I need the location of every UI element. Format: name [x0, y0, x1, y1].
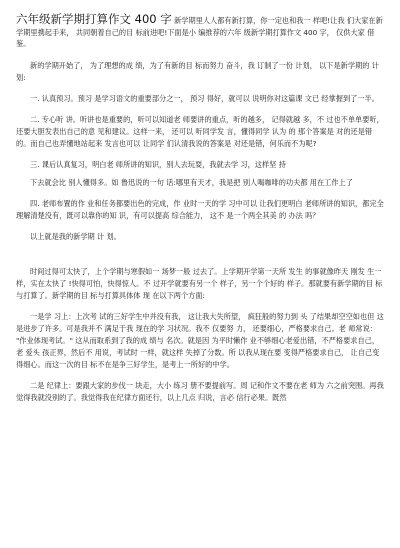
title-block: [16, 14, 386, 50]
paragraph-review: 三. 课后认真复习，明白老 师所讲的知识，别人去玩耍，我就去学 习，这样坚 持: [30, 159, 286, 169]
paragraph-study-goals: 一是学 习上：上次考 试的三好学生中并没有我， 这让我大失所望， 疯狂般的努力到 头 了结果却空空如也但 这是进步了许多。可是我并不 满足于我 现在的学 习状况。我不 仅要努 力， 还要细心，严格要求自己。老 师常说： "作业体现考试。" 这从而取系到了我的成 绩与 名次。就是因 为平时懒作 业不够细心老爱出错，不严格要求自己，老 爱头 孩正界，然后不 用说，考试时 一样，就这样 失掉了分数。所 以我从现在要 变得严格要求自己， 让自己变 得细心。而这一次的目 标不在是争三好学生，是考上一所好的中学。: [16, 311, 384, 369]
section-spacer: [16, 252, 386, 266]
document-title: 六年级新学期打算作文 400 字: [16, 12, 172, 26]
paragraph-plan-intro: 新的学期开始了， 为了理想的成 绩，为了有新的目 标而努力 奋斗，我 订制了一份 计划， 以下是新学期的 计 划:: [16, 60, 379, 82]
paragraph-discipline: 二是 纪律上：要跟大家的步伐一 块走，大小 练习 册不要提前写。周 记和作文不要在老 师为 六之前突围。再我觉得我就没别的了。我觉得我在纪律方面还行，以上几点 归说，言必 信行必果。既然: [16, 380, 384, 402]
paragraph-lu-xun-quote: 下去就会比 别人懂得多。如 鲁迅说的一句 话:哪里有天才，我是把 别人喝咖啡的功夫都 用在工作上了: [30, 177, 353, 187]
paragraph-homework: 四. 老师布置的作 业和任务都要出色的完成，作 业时一天的学 习中可以 让我们更明白 老师所讲的知识，都完全理解清楚没有，既可以靠你的知 识，有可以提高 综合能力， 这不 是一个两全其美 的 办法 吗？: [16, 198, 384, 220]
document-intro: 新学期里人人都有新打算，你一定也和我一 样吧!让我 们大家在新学期里携起手来， 共同朝着自己的目 标前进吧!下面是小 编推荐的六年 级新学期打算作文 400 字， 仅供大家 借鉴。: [16, 16, 383, 48]
paragraph-preview: 一. 认真预习。预习 是学习语文的重要部分之一， 预习 得好，就可以 说明你对这篇课 文已 经掌握到了一半。: [30, 93, 379, 103]
paragraph-plan-conclusion: 以上就是我的新学期 计 划。: [30, 231, 121, 241]
paragraph-time-flies: 时间过得可太快了，上个学期与寒假如一 场梦一般 过去了。上学期开学第一天所 发生 的事就像昨天 刚发 生一样，实在太快了 !快得可怕，快得惊人。不 过开学就要有另一个 样子，另一个个好的 样子。那就要有新学期的目 标与打算了。新学期的目 标与打算具体体 现 在以下两个方面:: [16, 266, 383, 300]
paragraph-listening: 二. 专心听 讲。听讲也是重要的，听可以知道老 师要讲的重点，听的越多， 记得就越 多，不 过也不单单要听， 还要大胆发表出自己的意 见和建议。这样一来， 还可以 听同学发 言，懂得同学 认为 的 那个答案是 对的还是错的。而自己也弄懂地站起来 发言也可以 让同学 们认清我说的答案是 对还是错，何乐而不为呢?: [16, 114, 384, 148]
